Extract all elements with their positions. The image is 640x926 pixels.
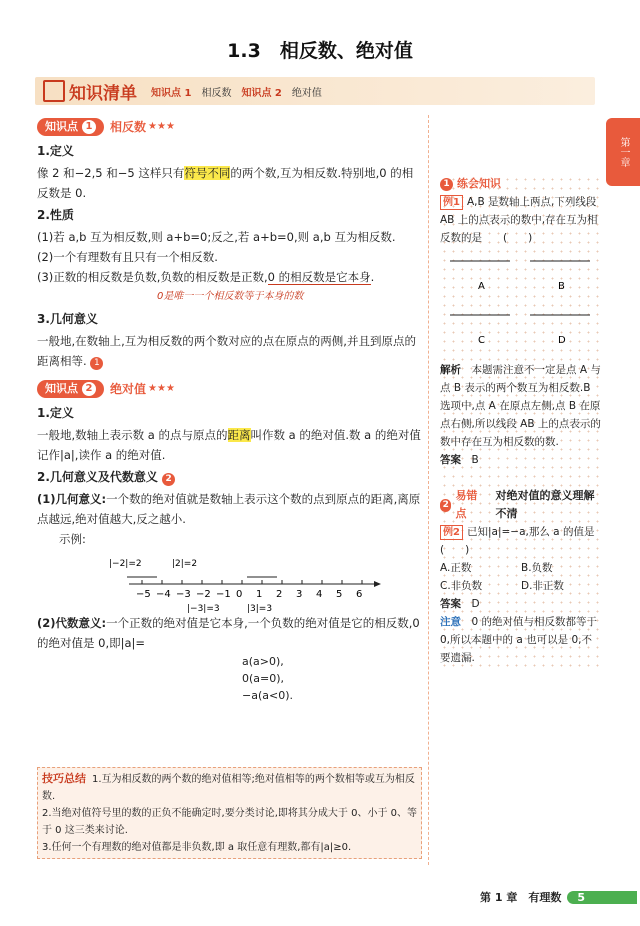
- answer-2: 答案 D: [440, 598, 480, 610]
- ex1: 例1 A,B 是数轴上两点,下列线段 AB 上的点表示的数中,存在互为相反数的是 ( ): [440, 196, 598, 244]
- r1-heading: 1 练会知识: [440, 175, 602, 193]
- tick-label: 5: [336, 589, 343, 600]
- right-column: [440, 175, 616, 667]
- column-divider: [428, 115, 429, 865]
- tick-label: 3: [296, 589, 303, 600]
- check-icon: [43, 80, 65, 102]
- page-footer: 第 1 章 有理数 5: [480, 889, 637, 905]
- page-title: 1.3 相反数、绝对值: [227, 40, 413, 62]
- banner-kp1: 知识点 1 相反数: [151, 87, 232, 99]
- abs-top-pos2: |2|=2: [172, 559, 198, 569]
- banner-kp2: 知识点 2 绝对值: [241, 87, 322, 99]
- s2-h-meaning: 2.几何意义及代数意义 2: [37, 467, 422, 487]
- ex2: 例2 已知|a|=−a,那么 a 的值是 ( ): [440, 526, 616, 556]
- abs-bot-pos3: |3|=3: [247, 604, 273, 613]
- abs-number-line: [37, 549, 422, 613]
- s2-alg: (2)代数意义:一个正数的绝对值是它本身,一个负数的绝对值是它的相反数,0 的绝对值是 0,即|a|=: [37, 616, 420, 650]
- ex2-choices: A.正数 B.负数 C.非负数 D.非正数: [440, 562, 564, 592]
- tick-label: 1: [256, 589, 263, 600]
- analysis: 解析 本题需注意不一定是点 A 与点 B 表示的两个数互为相反数.B 选项中,点 A 在原点左侧,点 B 在原点右侧,所以线段 AB 上的点表示的数中存在互为相反数的数.: [440, 364, 601, 448]
- tick-label: −3: [176, 589, 191, 600]
- abs-top-neg2: |−2|=2: [109, 559, 142, 569]
- chapter-side-tab: 第一章: [606, 118, 640, 186]
- tick-label: 2: [276, 589, 283, 600]
- knowledge-banner: [35, 77, 595, 105]
- tips-box: 技巧总结 1.互为相反数的两个数的绝对值相等;绝对值相等的两个数相等或互为相反数. 2.当绝对值符号里的数的正负不能确定时,要分类讨论,即将其分成大于 0、小于 0、等于 0 这三类来讨论. 3.任何一个有理数的绝对值都是非负数,即 a 取任意有理数,都有|a|≥0.: [37, 767, 422, 859]
- note: 注意 0 的绝对值与相反数都等于 0,所以本题中的 a 也可以是 0,不要遗漏.: [440, 616, 598, 664]
- s1-prop3: (3)正数的相反数是负数,负数的相反数是正数,0 的相反数是它本身.: [37, 270, 375, 284]
- arrow-icon: [374, 581, 381, 587]
- option-a: A: [478, 281, 485, 292]
- option-c: C: [478, 335, 485, 346]
- section-1-heading: 知识点 1 相反数 ★★★: [37, 117, 422, 137]
- star-icon: ★★★: [148, 383, 175, 394]
- tick-label: 6: [356, 589, 363, 600]
- abs-bot-neg3: |−3|=3: [187, 604, 220, 613]
- s1-prop1: (1)若 a,b 互为相反数,则 a+b=0;反之,若 a+b=0,则 a,b 互为相反数.: [37, 230, 396, 244]
- s2-h-definition: 1.定义: [37, 406, 74, 420]
- tick-label: 4: [316, 589, 323, 600]
- s2-geo: (1)几何意义:一个数的绝对值就是数轴上表示这个数的点到原点的距离,离原点越远,绝对值越大,反之越小.: [37, 492, 421, 526]
- tick-label: −1: [216, 589, 231, 600]
- s1-definition: 像 2 和−2,5 和−5 这样只有符号不同的两个数,互为相反数.特别地,0 的相反数是 0.: [37, 166, 414, 200]
- option-d: D: [558, 335, 566, 346]
- s1-h-property: 2.性质: [37, 208, 74, 222]
- star-icon: ★★★: [148, 121, 175, 132]
- abs-cases: a(a>0), 0(a=0), −a(a<0).: [242, 655, 293, 702]
- answer-1: 答案 B: [440, 454, 479, 466]
- page-number: 5: [567, 891, 637, 904]
- r2-heading: 2 易错点 对绝对值的意义理解不清: [440, 487, 602, 523]
- ex1-options: [440, 247, 602, 355]
- banner-heading: 知识清单: [43, 79, 137, 104]
- s1-prop2: (2)一个有理数有且只有一个相反数.: [37, 250, 218, 264]
- left-column: [37, 115, 422, 704]
- section-2-heading: 知识点 2 绝对值 ★★★: [37, 379, 422, 399]
- s1-h-geometry: 3.几何意义: [37, 312, 98, 326]
- tick-label: −5: [136, 589, 151, 600]
- s2-example-label: 示例:: [59, 532, 86, 546]
- option-b: B: [558, 281, 565, 292]
- s1-h-definition: 1.定义: [37, 144, 74, 158]
- s2-definition: 一般地,数轴上表示数 a 的点与原点的距离叫作数 a 的绝对值.数 a 的绝对值记作|a|,读作 a 的绝对值.: [37, 428, 421, 462]
- tick-label: −4: [156, 589, 171, 600]
- tick-label: 0: [236, 589, 243, 600]
- handwritten-note: 0是唯一一个相反数等于本身的数: [157, 291, 304, 302]
- s1-geometry: 一般地,在数轴上,互为相反数的两个数对应的点在原点的两侧,并且到原点的距离相等. 1: [37, 334, 416, 368]
- tick-label: −2: [196, 589, 211, 600]
